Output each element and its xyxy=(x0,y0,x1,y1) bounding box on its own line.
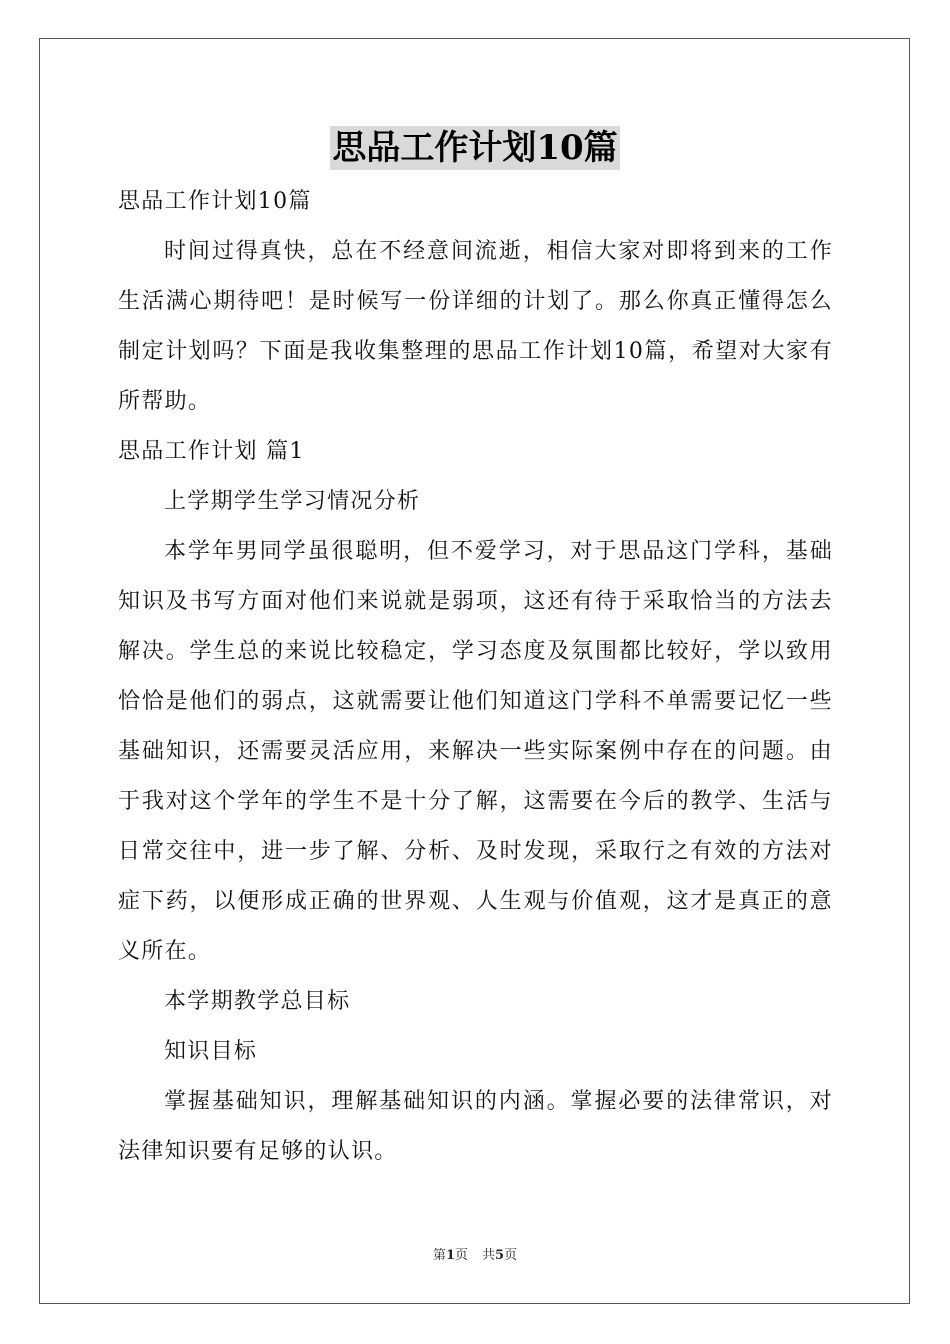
page-prefix: 第 xyxy=(432,1248,446,1263)
page-footer xyxy=(0,1247,950,1265)
total-prefix: 共 xyxy=(482,1248,496,1263)
paragraph-intro: 时间过得真快，总在不经意间流逝，相信大家对即将到来的工作生活满心期待吧！是时候写一份详细的计划了。那么你真正懂得怎么制定计划吗？下面是我收集整理的思品工作计划10篇，希望对大家有所帮助。 xyxy=(118,239,833,414)
paragraph-heading-knowledge: 知识目标 xyxy=(164,1039,258,1064)
paragraph-analysis: 本学年男同学虽很聪明，但不爱学习，对于思品这门学科，基础知识及书写方面对他们来说就是弱项，这还有待于采取恰当的方法去解决。学生总的来说比较稳定，学习态度及氛围都比较好，学以致用恰恰是他们的弱点，这就需要让他们知道这门学科不单需要记忆一些基础知识，还需要灵活应用，来解决一些实际案例中存在的问题。由于我对这个学年的学生不是十分了解，这需要在今后的教学、生活与日常交往中，进一步了解、分析、及时发现，采取行之有效的方法对症下药，以便形成正确的世界观、人生观与价值观，这才是真正的意义所在。 xyxy=(118,539,833,964)
page-total: 5 xyxy=(495,1248,505,1263)
paragraph-subtitle: 思品工作计划10篇 xyxy=(118,189,312,214)
total-suffix: 页 xyxy=(504,1248,518,1263)
document-title: 思品工作计划10篇 xyxy=(332,128,618,168)
section-heading-1: 思品工作计划 篇1 xyxy=(118,439,305,464)
paragraph-heading-analysis: 上学期学生学习情况分析 xyxy=(164,489,421,514)
paragraph-heading-goals: 本学期教学总目标 xyxy=(164,989,351,1014)
document-body xyxy=(118,177,833,1177)
page-suffix: 页 xyxy=(454,1248,468,1263)
page-current: 1 xyxy=(445,1248,455,1263)
paragraph-knowledge: 掌握基础知识，理解基础知识的内涵。掌握必要的法律常识，对法律知识要有足够的认识。 xyxy=(118,1089,833,1164)
title-container xyxy=(0,126,950,170)
